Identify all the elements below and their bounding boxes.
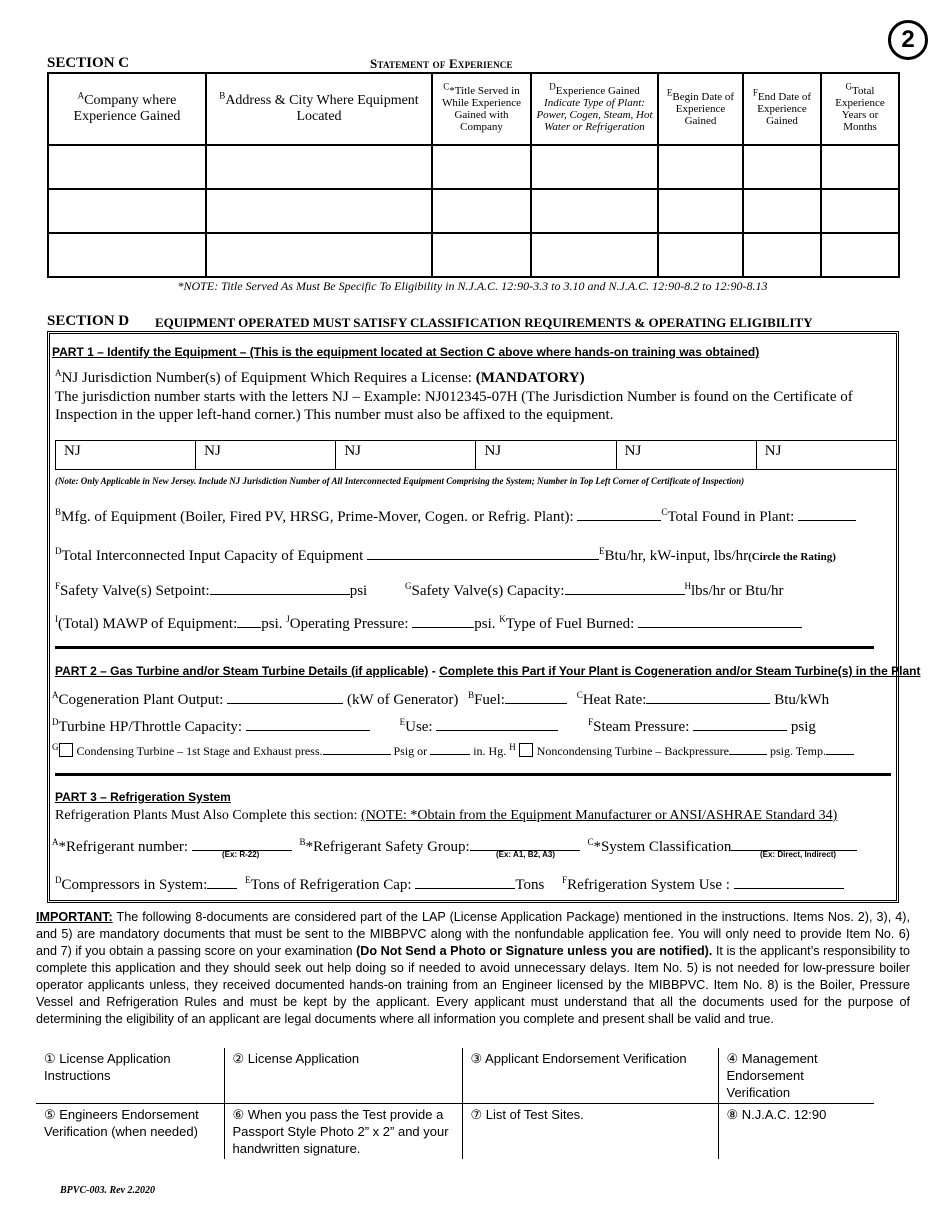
total-field[interactable] bbox=[821, 233, 899, 277]
total-found-field[interactable] bbox=[798, 506, 856, 521]
input-capacity-line: $^D$Total Interconnected Input Capacity of Equipment $^E$Btu/hr, kW-input, lbs/hr(Circle the Rating) bbox=[55, 546, 836, 564]
steam-pressure-field[interactable] bbox=[693, 716, 787, 731]
heat-rate-field[interactable] bbox=[646, 689, 770, 704]
document-item: ② License Application bbox=[224, 1048, 462, 1104]
jurisdiction-note: (Note: Only Applicable in New Jersey. Include NJ Jurisdiction Number of All Interconnected Equipment Comprising the System; Number in Top Left Corner of Certificate of Inspection) bbox=[55, 476, 745, 486]
system-classification-field[interactable] bbox=[731, 836, 857, 851]
turbine-capacity-field[interactable] bbox=[246, 716, 370, 731]
company-field[interactable] bbox=[48, 145, 206, 189]
cogen-output-field[interactable] bbox=[227, 689, 343, 704]
refrigerant-number-field[interactable] bbox=[192, 836, 292, 851]
document-item: ① License Application Instructions bbox=[36, 1048, 224, 1104]
end-date-field[interactable] bbox=[743, 233, 821, 277]
document-item: ⑥ When you pass the Test provide a Passport Style Photo 2” x 2” and your handwritten signature. bbox=[224, 1104, 462, 1160]
table-row bbox=[48, 145, 899, 189]
jurisdiction-number-field[interactable]: NJ bbox=[756, 441, 896, 470]
valve-capacity-field[interactable] bbox=[565, 580, 685, 595]
col-begin-date: $^E$Begin Date of Experience Gained bbox=[658, 73, 743, 145]
documents-table bbox=[36, 1048, 874, 1159]
jurisdiction-desc-2: Inspection in the upper left-hand corner.) This number must also be affixed to the equipment. bbox=[55, 407, 614, 423]
section-d-heading: EQUIPMENT OPERATED MUST SATISFY CLASSIFICATION REQUIREMENTS & OPERATING ELIGIBILITY bbox=[155, 315, 813, 330]
safety-group-example: (Ex: A1, B2, A3) bbox=[496, 850, 555, 859]
total-field[interactable] bbox=[821, 145, 899, 189]
document-item: ⑧ N.J.A.C. 12:90 bbox=[718, 1104, 874, 1160]
form-number: BPVC-003. Rev 2.2020 bbox=[60, 1185, 155, 1196]
turbine-line: $^D$Turbine HP/Throttle Capacity: $^E$Use: $^F$Steam Pressure: psig bbox=[52, 717, 816, 735]
total-field[interactable] bbox=[821, 189, 899, 233]
backpressure-field[interactable] bbox=[729, 743, 767, 755]
col-end-date: $^F$End Date of Experience Gained bbox=[743, 73, 821, 145]
part1-title: PART 1 – Identify the Equipment – (This is the equipment located at Section C above where hands-on training was obtained) bbox=[52, 345, 760, 359]
document-item: ④ Management Endorsement Verification bbox=[718, 1048, 874, 1104]
section-c-heading: Statement of Experience bbox=[370, 56, 513, 71]
begin-date-field[interactable] bbox=[658, 233, 743, 277]
use-field[interactable] bbox=[436, 716, 558, 731]
section-c-title: SECTION C bbox=[47, 55, 130, 71]
safety-valve-line: $^F$Safety Valve(s) Setpoint: psi $^G$Safety Valve(s) Capacity: $^H$lbs/hr or Btu/hr bbox=[55, 581, 784, 599]
table-row bbox=[48, 189, 899, 233]
col-experience: $^D$Experience Gained Indicate Type of Plant: Power, Cogen, Steam, Hot Water or Refrigeration bbox=[531, 73, 658, 145]
mawp-field[interactable] bbox=[237, 613, 261, 628]
experience-field[interactable] bbox=[531, 189, 658, 233]
mfg-field[interactable] bbox=[577, 506, 661, 521]
mfg-line: $^B$Mfg. of Equipment (Boiler, Fired PV, HRSG, Prime-Mover, Cogen. or Refrig. Plant): $^C$Total Found in Plant: bbox=[55, 506, 856, 526]
temp-field[interactable] bbox=[826, 743, 854, 755]
address-field[interactable] bbox=[206, 145, 432, 189]
begin-date-field[interactable] bbox=[658, 145, 743, 189]
jurisdiction-number-field[interactable]: NJ bbox=[476, 441, 616, 470]
compressors-line: $^D$Compressors in System: $^E$Tons of Refrigeration Cap: Tons $^F$Refrigeration System Use : bbox=[55, 874, 844, 894]
begin-date-field[interactable] bbox=[658, 189, 743, 233]
noncondensing-checkbox[interactable] bbox=[519, 743, 533, 757]
divider bbox=[55, 646, 874, 649]
document-item: ③ Applicant Endorsement Verification bbox=[462, 1048, 718, 1104]
col-company: $^A$Company where Experience Gained bbox=[48, 73, 206, 145]
setpoint-field[interactable] bbox=[210, 580, 350, 595]
jurisdiction-number-field[interactable]: NJ bbox=[196, 441, 336, 470]
title-field[interactable] bbox=[432, 189, 531, 233]
classification-example: (Ex: Direct, Indirect) bbox=[760, 850, 837, 859]
compressors-field[interactable] bbox=[207, 874, 237, 889]
jurisdiction-number-field[interactable]: NJ bbox=[336, 441, 476, 470]
address-field[interactable] bbox=[206, 233, 432, 277]
title-field[interactable] bbox=[432, 145, 531, 189]
section-d-title: SECTION D bbox=[47, 313, 130, 329]
jurisdiction-number-table bbox=[55, 440, 897, 470]
system-use-field[interactable] bbox=[734, 874, 844, 889]
jurisdiction-label: $^A$NJ Jurisdiction Number(s) of Equipment Which Requires a License: (MANDATORY) bbox=[55, 368, 585, 386]
experience-table-header bbox=[48, 73, 899, 145]
company-field[interactable] bbox=[48, 189, 206, 233]
col-address: $^B$Address & City Where Equipment Located bbox=[206, 73, 432, 145]
company-field[interactable] bbox=[48, 233, 206, 277]
col-total: $^G$Total Experience Years or Months bbox=[821, 73, 899, 145]
part2-title: PART 2 – Gas Turbine and/or Steam Turbine Details (if applicable) - Complete this Part if Your Plant is Cogeneration and/or Steam Turbine(s) in the Plant bbox=[55, 664, 921, 678]
mawp-line: $^I$(Total) MAWP of Equipment: psi. $^J$Operating Pressure: psi. $^K$Type of Fuel Burned: bbox=[55, 613, 802, 633]
fuel-type-field[interactable] bbox=[638, 613, 802, 628]
title-field[interactable] bbox=[432, 233, 531, 277]
title-note: *NOTE: Title Served As Must Be Specific To Eligibility in N.J.A.C. 12:90-3.3 to 3.10 and N.J.A.C. 12:90-8.2 to 12:90-8.13 bbox=[177, 279, 768, 293]
jurisdiction-desc-1: The jurisdiction number starts with the letters NJ – Example: NJ012345-07H (The Jurisdiction Number is found on the Certificate of bbox=[55, 389, 853, 405]
condensing-line: $^G$ Condensing Turbine – 1st Stage and Exhaust press. Psig or in. Hg. $^H$ Noncondensing Turbine – Backpressure psig. Temp. bbox=[52, 743, 854, 759]
jurisdiction-number-field[interactable]: NJ bbox=[616, 441, 756, 470]
cogen-line: $^A$Cogeneration Plant Output: (kW of Generator) $^B$Fuel: $^C$Heat Rate: Btu/kWh bbox=[52, 690, 830, 708]
experience-table bbox=[47, 72, 900, 278]
experience-field[interactable] bbox=[531, 233, 658, 277]
refrigeration-intro: Refrigeration Plants Must Also Complete this section: (NOTE: *Obtain from the Equipment Manufacturer or ANSI/ASHRAE Standard 34) bbox=[55, 808, 838, 823]
page-number: 2 bbox=[888, 20, 928, 60]
col-title: $^C$*Title Served in While Experience Gained with Company bbox=[432, 73, 531, 145]
fuel-field[interactable] bbox=[505, 689, 567, 704]
safety-group-field[interactable] bbox=[470, 836, 580, 851]
document-item: ⑦ List of Test Sites. bbox=[462, 1104, 718, 1160]
input-capacity-field[interactable] bbox=[367, 545, 599, 560]
refrigerant-example: (Ex: R-22) bbox=[222, 850, 260, 859]
address-field[interactable] bbox=[206, 189, 432, 233]
important-label: IMPORTANT: bbox=[36, 910, 113, 924]
operating-pressure-field[interactable] bbox=[412, 613, 474, 628]
jurisdiction-number-field[interactable]: NJ bbox=[56, 441, 196, 470]
end-date-field[interactable] bbox=[743, 189, 821, 233]
exhaust-press-field[interactable] bbox=[323, 743, 391, 755]
divider bbox=[55, 773, 891, 776]
end-date-field[interactable] bbox=[743, 145, 821, 189]
experience-field[interactable] bbox=[531, 145, 658, 189]
hg-field[interactable] bbox=[430, 743, 470, 755]
refrigerant-line: $^A$*Refrigerant number: $^B$*Refrigerant Safety Group: $^C$*System Classification bbox=[52, 836, 857, 856]
important-paragraph: IMPORTANT: The following 8-documents are considered part of the LAP (License Application Package) mentioned in the instructions. Items Nos. 2), 3), 4), and 5) are mandatory documents that must be sent to the MIBBPVC along with the nonfundable application fee. You will only need to provide Item No. 6) and 7) if you obtain a passing score on your examination (Do Not Send a Photo or Signature unless you are notified). It is the applicant’s responsibility to complete this application and they should seek out help doing so if needed to avoid unnecessary delays. Item No. 5) is not needed for low-pressure boiler operator applicants unless, they received documented hands-on training from an Engineer licensed by the MIBBPVC. Item No. 8) is the Boiler, Pressure Vessel and Refrigeration Rules and must be kept by the applicant. Every applicant must understand that all the documents used for the purpose of determining the eligibility of an applicant are legal documents where all information you complete and present shall be valid and true. bbox=[36, 910, 911, 1026]
condensing-checkbox[interactable] bbox=[59, 743, 73, 757]
part3-title: PART 3 – Refrigeration System bbox=[55, 790, 231, 804]
table-row bbox=[48, 233, 899, 277]
tons-field[interactable] bbox=[415, 874, 515, 889]
document-item: ⑤ Engineers Endorsement Verification (when needed) bbox=[44, 1107, 199, 1139]
